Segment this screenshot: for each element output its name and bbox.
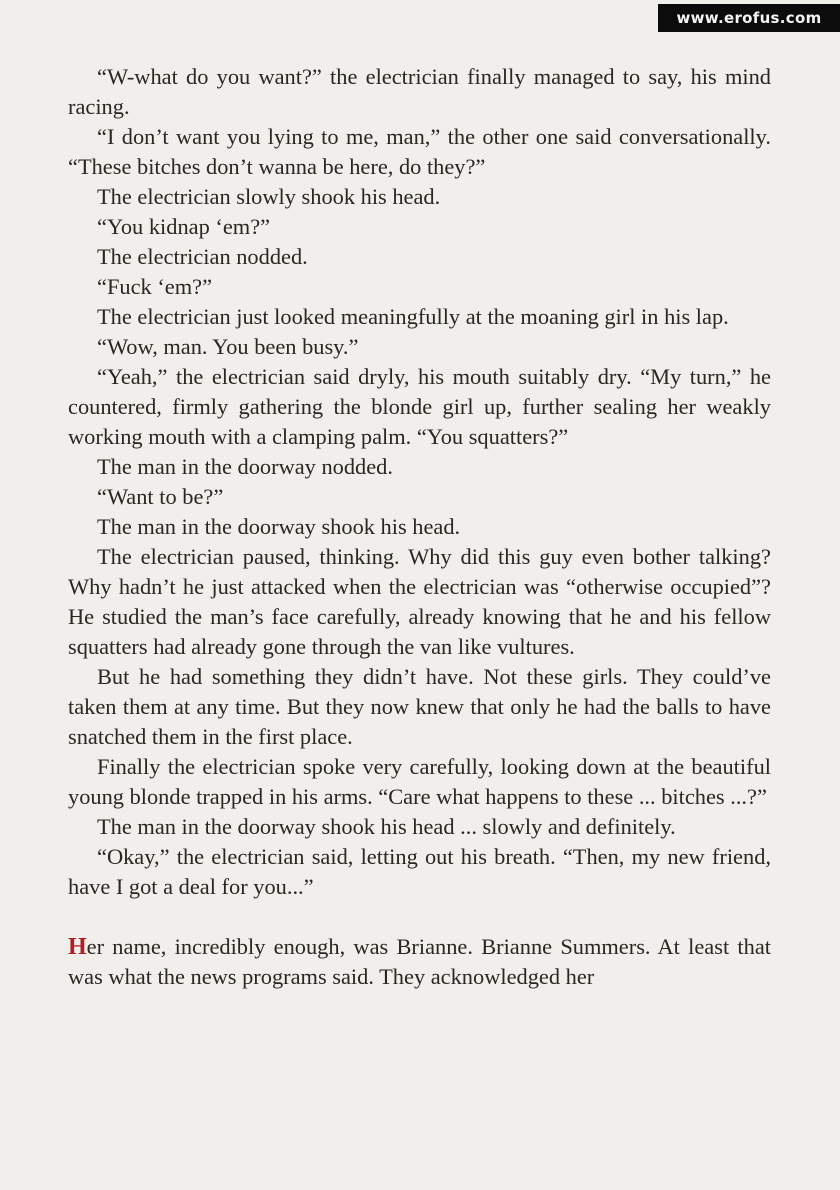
paragraph: The man in the doorway nodded. (97, 454, 393, 479)
paragraph: “You kidnap ‘em?” (97, 214, 271, 239)
paragraph: “Fuck ‘em?” (97, 274, 213, 299)
drop-cap: H (68, 934, 87, 960)
paragraph: The man in the doorway shook his head ... slowly and definitely. (97, 814, 676, 839)
paragraph: “Yeah,” the electrician said dryly, his mouth suitably dry. “My turn,” he countered, firmly gathering the blonde girl up, further sealing her weakly working mouth with a clamping palm. “You squatters?” (68, 364, 771, 449)
story-text (68, 62, 771, 992)
site-watermark: www.erofus.com (658, 4, 840, 32)
paragraph: The electrician just looked meaningfully at the moaning girl in his lap. (97, 304, 729, 329)
paragraph: “Okay,” the electrician said, letting out his breath. “Then, my new friend, have I got a deal for you...” (68, 844, 771, 899)
section-text: er name, incredibly enough, was Brianne. Brianne Summers. At least that was what the news programs said. They acknowledged her (68, 934, 771, 989)
paragraph: The man in the doorway shook his head. (97, 514, 461, 539)
paragraph: But he had something they didn’t have. Not these girls. They could’ve taken them at any time. But they now knew that only he had the balls to have snatched them in the first place. (68, 664, 771, 749)
paragraph: “I don’t want you lying to me, man,” the other one said conversationally. “These bitches don’t wanna be here, do they?” (68, 124, 771, 179)
paragraph: “W-what do you want?” the electrician finally managed to say, his mind racing. (68, 64, 771, 119)
section-opening-paragraph (68, 932, 771, 992)
paragraph: “Want to be?” (97, 484, 224, 509)
paragraph: The electrician paused, thinking. Why did this guy even bother talking? Why hadn’t he just attacked when the electrician was “otherwise occupied”? He studied the man’s face carefully, already knowing that he and his fellow squatters had already gone through the van like vultures. (68, 544, 771, 659)
paragraph: The electrician slowly shook his head. (97, 184, 441, 209)
paragraph: Finally the electrician spoke very carefully, looking down at the beautiful young blonde trapped in his arms. “Care what happens to these ... bitches ...?” (68, 754, 771, 809)
paragraph: The electrician nodded. (97, 244, 308, 269)
paragraph: “Wow, man. You been busy.” (97, 334, 359, 359)
